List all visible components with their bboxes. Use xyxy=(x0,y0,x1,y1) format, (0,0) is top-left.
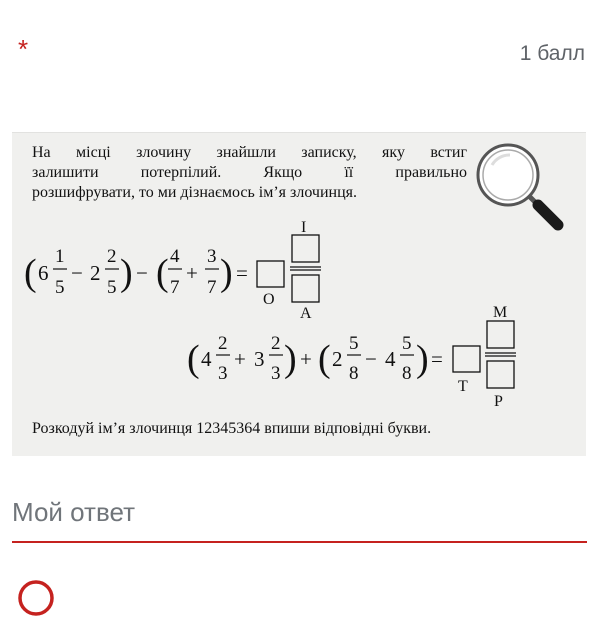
answer-box-denominator xyxy=(487,361,514,388)
denominator: 8 xyxy=(402,363,412,384)
numerator: 5 xyxy=(402,333,412,354)
task-text-line: На місці злочину знайшли записку, яку встиг xyxy=(32,144,467,161)
required-asterisk: * xyxy=(18,34,29,64)
whole-number: 6 xyxy=(38,261,49,285)
whole-number: 2 xyxy=(90,261,101,285)
letter-whole: Т xyxy=(458,378,468,395)
equals-sign: = xyxy=(236,261,248,285)
operator: − xyxy=(136,261,148,285)
denominator: 7 xyxy=(170,277,180,298)
numerator: 4 xyxy=(170,246,180,267)
whole-number: 2 xyxy=(332,347,343,371)
paren-close: ) xyxy=(120,252,133,294)
letter-denominator: А xyxy=(300,305,312,322)
operator: + xyxy=(186,261,198,285)
numerator: 1 xyxy=(55,246,65,267)
numerator: 2 xyxy=(218,333,228,354)
letter-whole: О xyxy=(263,291,275,308)
answer-input-underline xyxy=(12,541,587,543)
letter-denominator: Р xyxy=(494,393,503,410)
paren-open: ( xyxy=(318,338,331,380)
answer-box-numerator xyxy=(487,321,514,348)
expression-2 xyxy=(187,304,516,410)
expression-1 xyxy=(24,219,321,322)
whole-number: 4 xyxy=(385,347,396,371)
decode-instruction: Розкодуй ім’я злочинця 12345364 впиши відповідні букви. xyxy=(32,420,432,437)
denominator: 3 xyxy=(271,363,281,384)
numerator: 5 xyxy=(349,333,359,354)
task-text-line: залишити потерпілий. Якщо її правильно xyxy=(32,164,467,181)
operator: + xyxy=(234,347,246,371)
letter-numerator: І xyxy=(301,219,307,236)
letter-numerator: М xyxy=(493,304,508,321)
answer-box-denominator xyxy=(292,275,319,302)
operator: − xyxy=(365,347,377,371)
task-text-line: розшифрувати, то ми дізнаємось ім’я злочинця. xyxy=(32,184,358,201)
operator: − xyxy=(71,261,83,285)
paren-open: ( xyxy=(24,252,37,294)
paren-close: ) xyxy=(284,338,297,380)
answer-box-whole xyxy=(453,346,480,372)
denominator: 3 xyxy=(218,363,228,384)
points-label: 1 балл xyxy=(519,42,585,65)
task-image xyxy=(12,132,586,456)
numerator: 2 xyxy=(107,246,117,267)
formulas xyxy=(12,133,586,456)
paren-close: ) xyxy=(416,338,429,380)
denominator: 7 xyxy=(207,277,217,298)
denominator: 5 xyxy=(107,277,117,298)
answer-input-placeholder[interactable]: Мой ответ xyxy=(12,497,135,527)
whole-number: 4 xyxy=(201,347,212,371)
numerator: 3 xyxy=(207,246,217,267)
paren-open: ( xyxy=(187,338,200,380)
answer-box-whole xyxy=(257,261,284,287)
paren-open: ( xyxy=(156,252,169,294)
error-icon xyxy=(16,578,56,618)
operator: + xyxy=(300,347,312,371)
denominator: 8 xyxy=(349,363,359,384)
paren-close: ) xyxy=(220,252,233,294)
numerator: 2 xyxy=(271,333,281,354)
answer-box-numerator xyxy=(292,235,319,262)
equals-sign: = xyxy=(431,347,443,371)
whole-number: 3 xyxy=(254,347,265,371)
denominator: 5 xyxy=(55,277,65,298)
